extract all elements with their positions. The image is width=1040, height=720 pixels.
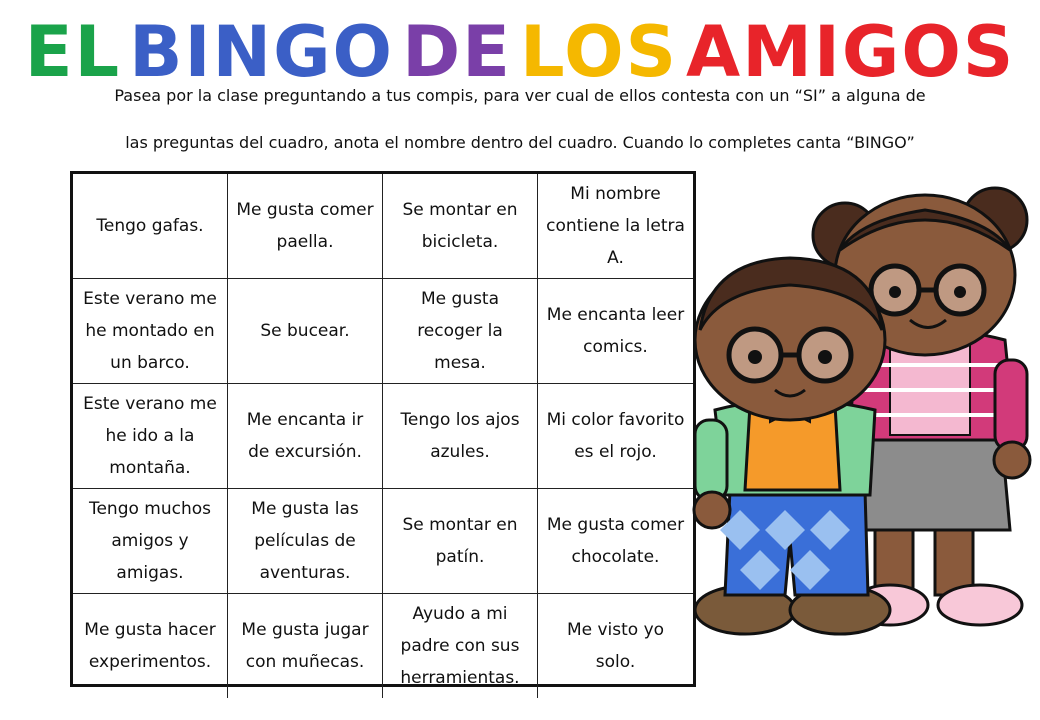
bingo-cell: Me gusta comer chocolate. bbox=[538, 489, 693, 594]
bingo-cell: Me visto yo solo. bbox=[566, 620, 665, 672]
title-word-los: LOS bbox=[520, 11, 679, 93]
bingo-cell: Mi nombre contiene la letra A. bbox=[538, 174, 693, 279]
bingo-cell: Me gusta recoger la mesa. bbox=[383, 279, 538, 384]
kids-illustration bbox=[690, 180, 1040, 650]
bingo-cell: Este verano me he montado en un barco. bbox=[73, 279, 228, 384]
bingo-cell: Me gusta hacer experimentos. bbox=[73, 594, 228, 698]
instructions-line-2: las preguntas del cuadro, anota el nombre dentro del cuadro. Cuando lo completes canta “BINGO” bbox=[125, 133, 915, 152]
bingo-cell: Ayudo a mi padre con sus herramientas. bbox=[383, 594, 538, 698]
bingo-cell: Este verano me he ido a la montaña. bbox=[73, 384, 228, 489]
bingo-cell: Se bucear. bbox=[228, 279, 383, 384]
page-title bbox=[0, 12, 1040, 92]
boy-figure bbox=[694, 258, 890, 634]
title-word-el: EL bbox=[24, 11, 122, 93]
bingo-cell: Tengo muchos amigos y amigas. bbox=[73, 489, 228, 594]
title-word-bingo: BINGO bbox=[129, 11, 395, 93]
bingo-cell: Me encanta leer comics. bbox=[538, 279, 693, 384]
bingo-cell: Me gusta las películas de aventuras. bbox=[228, 489, 383, 594]
title-word-amigos: AMIGOS bbox=[686, 11, 1016, 93]
bingo-cell: Se montar en patín. bbox=[383, 489, 538, 594]
title-word-de: DE bbox=[402, 11, 512, 93]
bingo-cell: Tengo gafas. bbox=[73, 174, 228, 279]
bingo-cell: Me gusta jugar con muñecas. bbox=[228, 594, 383, 698]
bingo-board bbox=[70, 171, 696, 687]
bingo-cell: Tengo los ajos azules. bbox=[383, 384, 538, 489]
bingo-cell: Mi color favorito es el rojo. bbox=[538, 384, 693, 489]
bingo-cell: Me gusta comer paella. bbox=[228, 174, 383, 279]
instructions-line-1: Pasea por la clase preguntando a tus compis, para ver cual de ellos contesta con un “SI” a alguna de bbox=[114, 86, 926, 105]
bingo-cell: Me encanta ir de excursión. bbox=[228, 384, 383, 489]
bingo-cell: Se montar en bicicleta. bbox=[383, 174, 538, 279]
